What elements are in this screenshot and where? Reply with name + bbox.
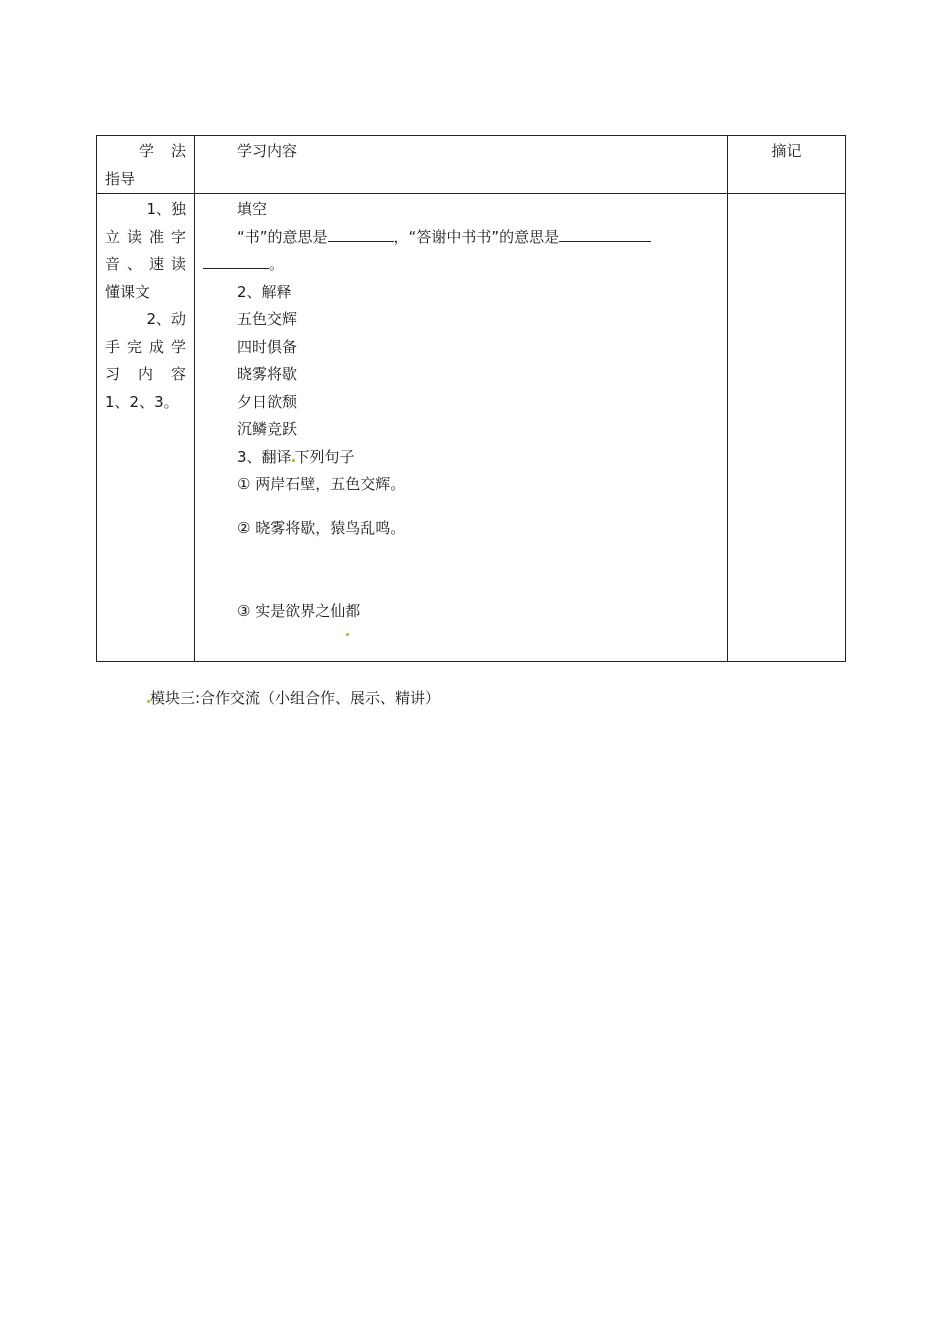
study-table xyxy=(96,135,846,662)
sentence-item: ② 晓雾将歇，猿鸟乱鸣。 xyxy=(237,518,406,537)
table-body-row xyxy=(97,194,846,662)
notes-cell[interactable] xyxy=(728,194,846,662)
guide-line: 习 内 容 xyxy=(105,365,186,383)
translate-title-a: 3、翻译 xyxy=(237,447,292,466)
guide-line: 手完成学 xyxy=(105,337,186,356)
guide-line: 立读准字 xyxy=(105,227,186,246)
fill-question-end: 。 xyxy=(269,255,285,273)
term-item: 沉鳞竞跃 xyxy=(237,420,298,438)
guide-line: 2、动 xyxy=(146,310,186,328)
fill-title: 填空 xyxy=(237,200,268,218)
term-item: 五色交辉 xyxy=(237,310,298,328)
term-item: 晓雾将歇 xyxy=(237,365,298,383)
translate-title xyxy=(203,444,719,472)
fill-question xyxy=(203,224,719,252)
header-content xyxy=(195,136,728,194)
module-heading-text: 模块三:合作交流（小组合作、展示、精讲） xyxy=(150,689,441,707)
content-cell xyxy=(195,194,728,662)
table-header-row xyxy=(97,136,846,194)
fill-blank-1[interactable] xyxy=(328,226,394,242)
fill-blank-2[interactable] xyxy=(559,226,651,242)
translate-title-b: 下列句子 xyxy=(294,447,355,466)
guide-line: 1、独 xyxy=(146,200,186,218)
header-guide xyxy=(97,136,195,194)
mark-dot xyxy=(346,633,349,636)
header-guide-line-1: 学 法 xyxy=(139,142,186,160)
header-notes-label: 摘记 xyxy=(771,142,802,160)
fill-question-cont xyxy=(203,251,719,279)
guide-line: 1、2、3。 xyxy=(105,392,179,411)
guide-line: 音、速读 xyxy=(105,255,186,273)
header-content-label: 学习内容 xyxy=(237,142,298,160)
fill-question-part-a: “书”的意思是 xyxy=(237,227,328,246)
explain-title: 2、解释 xyxy=(237,282,292,301)
module-heading xyxy=(147,686,440,710)
fill-blank-2-cont[interactable] xyxy=(203,253,269,269)
fill-question-part-b: ，“答谢中书书”的意思是 xyxy=(393,227,560,246)
sentence-item: ① 两岸石壁，五色交辉。 xyxy=(237,475,406,493)
guide-cell xyxy=(97,194,195,662)
sentence-item: ③ 实是欲界之仙都 xyxy=(237,602,361,620)
header-notes xyxy=(728,136,846,194)
header-guide-line-2: 指导 xyxy=(105,169,136,188)
guide-line: 懂课文 xyxy=(105,282,151,301)
term-item: 夕日欲颓 xyxy=(237,392,298,411)
term-item: 四时俱备 xyxy=(237,337,298,356)
